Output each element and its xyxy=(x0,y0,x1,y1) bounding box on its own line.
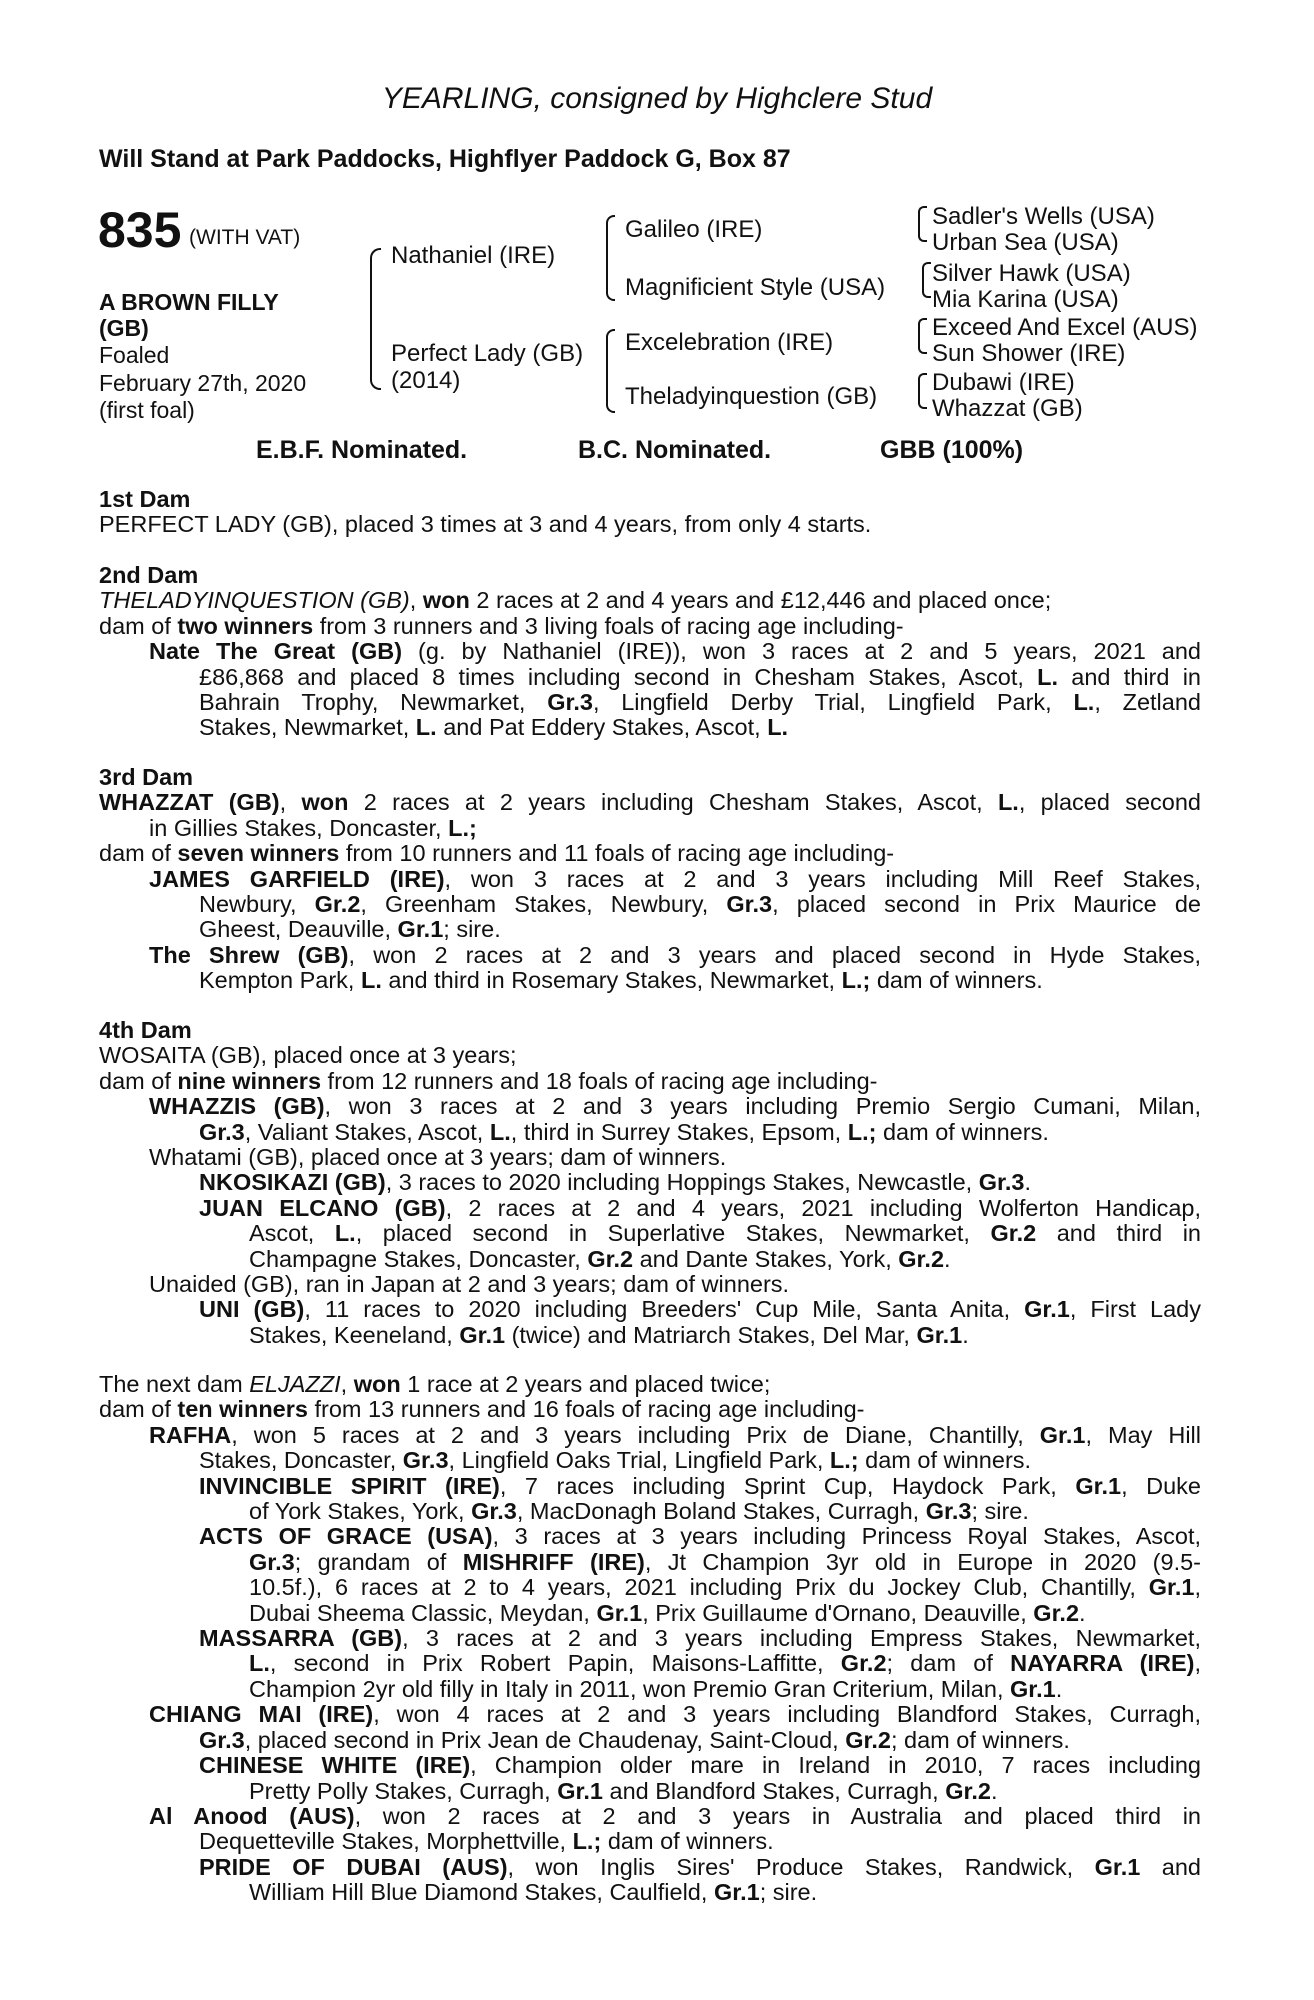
page-title: YEARLING, consigned by Highclere Stud xyxy=(381,82,933,115)
vat-label: (WITH VAT) xyxy=(189,226,301,249)
fourth-dam-produce: dam of nine winners from 12 runners and 18 foals of racing age including- xyxy=(99,1067,878,1094)
ebf-nomination: E.B.F. Nominated. xyxy=(256,436,468,464)
foaled-date: February 27th, 2020 xyxy=(99,370,307,396)
first-dam-text: PERFECT LADY (GB), placed 3 times at 3 and 4 years, from only 4 starts. xyxy=(99,511,872,538)
produce-massarra: MASSARRA (GB), 3 races at 2 and 3 years including Empress Stakes, Newmarket, L., second in Prix Robert Papin, Maisons-Laffitte, Gr.2; dam of NAYARRA (IRE), Champion 2yr old filly in Italy in 2011, won Premio Gran Criterium, Milan, Gr.1. xyxy=(199,1625,1202,1702)
pedigree-brace-ds xyxy=(918,318,927,354)
second-dam-heading: 2nd Dam xyxy=(99,562,199,588)
produce-acts-of-grace: ACTS OF GRACE (USA), 3 races at 3 years including Princess Royal Stakes, Ascot, Gr.3; grandam of MISHRIFF (IRE), Jt Champion 3yr old in Europe in 2020 (9.5- 10.5f.), 6 races at 2 to 4 years, 2021 including Prix du Jockey Club, Chantilly, Gr.1, Dubai Sheema Classic, Meydan, Gr.1, Prix Guillaume d'Ornano, Deauville, Gr.2. xyxy=(199,1523,1201,1626)
second-dam-line2: dam of two winners from 3 runners and 3 living foals of racing age including- xyxy=(99,612,904,639)
produce-nkosikazi: NKOSIKAZI (GB), 3 races to 2020 including Hoppings Stakes, Newcastle, Gr.3. xyxy=(199,1169,1032,1196)
pedigree-brace-gen1 xyxy=(370,248,381,390)
produce-rafha: RAFHA, won 5 races at 2 and 3 years including Prix de Diane, Chantilly, Gr.1, May Hill Stakes, Doncaster, Gr.3, Lingfield Oaks Trial, Lingfield Park, L.; dam of winners. xyxy=(149,1421,1201,1474)
fourth-dam-section xyxy=(99,1018,1201,1348)
produce-al-anood: Al Anood (AUS), won 2 races at 2 and 3 years in Australia and placed third in Dequetteville Stakes, Morphettville, L.; dam of winners. xyxy=(149,1802,1202,1855)
first-dam-section xyxy=(99,487,1201,538)
pedigree-sire-sire: Galileo (IRE) xyxy=(625,216,763,243)
produce-chinese-white: CHINESE WHITE (IRE), Champion older mare in Ireland in 2010, 7 races including Pretty Polly Stakes, Curragh, Gr.1 and Blandford Stakes, Curragh, Gr.2. xyxy=(199,1752,1201,1804)
pedigree-dam-dam: Theladyinquestion (GB) xyxy=(625,383,878,410)
third-dam-section: 3rd Dam WHAZZAT (GB), won 2 races at 2 years including Chesham Stakes, Ascot, L., placed second in Gillies Stakes, Doncaster, L.; dam of seven winners from 10 runners and 11 foals of racing age including- JAMES GARFIELD (IRE), won 3 races at 2 and 3 years including Mill Reef Stakes, Newbury, Gr.2, Greenham Stakes, Newbury, Gr.3, placed second in Prix Maurice de Gheest, Deauville, Gr.1; sire. The Shrew (GB), won 2 races at 2 and 3 years and placed second in Hyde Stakes, Kempton Park, L. and third in Rosemary Stakes, Newmarket, L.; dam of winners. xyxy=(99,764,1202,994)
horse-origin: (GB) xyxy=(99,315,149,341)
pedigree-ddd: Whazzat (GB) xyxy=(932,395,1083,422)
stand-location: Will Stand at Park Paddocks, Highflyer Paddock G, Box 87 xyxy=(99,145,791,173)
pedigree-brace-dd xyxy=(918,373,927,409)
pedigree-brace-ss xyxy=(918,206,927,242)
produce-nate-the-great: Nate The Great (GB) (g. by Nathaniel (IRE)), won 3 races at 2 and 5 years, 2021 and £86,868 and placed 8 times including second in Chesham Stakes, Ascot, L. and third in Bahrain Trophy, Newmarket, Gr.3, Lingfield Derby Trial, Lingfield Park, L., Zetland Stakes, Newmarket, L. and Pat Eddery Stakes, Ascot, L. xyxy=(149,638,1201,741)
pedigree-ssd: Urban Sea (USA) xyxy=(932,229,1119,256)
pedigree-dsd: Sun Shower (IRE) xyxy=(932,340,1126,367)
pedigree-dam-year: (2014) xyxy=(391,367,461,394)
produce-uni: UNI (GB), 11 races to 2020 including Breeders' Cup Mile, Santa Anita, Gr.1, First Lady Stakes, Keeneland, Gr.1 (twice) and Matriarch Stakes, Del Mar, Gr.1. xyxy=(199,1296,1201,1348)
gbb-rating: GBB (100%) xyxy=(880,436,1024,464)
first-dam-heading: 1st Dam xyxy=(99,486,191,512)
pedigree-brace-dam xyxy=(606,329,615,413)
pedigree-sire: Nathaniel (IRE) xyxy=(391,242,556,269)
produce-whazzis: WHAZZIS (GB), won 3 races at 2 and 3 years including Premio Sergio Cumani, Milan, Gr.3, Valiant Stakes, Ascot, L., third in Surrey Stakes, Epsom, L.; dam of winners. xyxy=(149,1093,1202,1145)
produce-unaided: Unaided (GB), ran in Japan at 2 and 3 years; dam of winners. xyxy=(149,1271,790,1298)
fourth-dam-heading: 4th Dam xyxy=(99,1017,192,1043)
pedigree-sss: Sadler's Wells (USA) xyxy=(932,203,1155,230)
fourth-dam-line1: WOSAITA (GB), placed once at 3 years; xyxy=(99,1042,517,1069)
pedigree-sire-dam: Magnificient Style (USA) xyxy=(625,274,886,301)
produce-the-shrew: The Shrew (GB), won 2 races at 2 and 3 years and placed second in Hyde Stakes, Kempton Park, L. and third in Rosemary Stakes, Newmarket, L.; dam of winners. xyxy=(149,941,1201,994)
foaled-label: Foaled xyxy=(99,342,170,368)
pedigree-dam-sire: Excelebration (IRE) xyxy=(625,329,834,356)
horse-description: A BROWN FILLY xyxy=(99,289,279,315)
pedigree-sdd: Mia Karina (USA) xyxy=(932,286,1119,313)
third-dam-heading: 3rd Dam xyxy=(99,764,194,790)
next-dam-line1: The next dam ELJAZZI, won 1 race at 2 years and placed twice; xyxy=(99,1371,771,1397)
produce-juan-elcano: JUAN ELCANO (GB), 2 races at 2 and 4 years, 2021 including Wolferton Handicap, Ascot, L., placed second in Superlative Stakes, Newmarket, Gr.2 and third in Champagne Stakes, Doncaster, Gr.2 and Dante Stakes, York, Gr.2. xyxy=(199,1194,1201,1272)
first-foal: (first foal) xyxy=(99,397,195,423)
pedigree-brace-sire xyxy=(606,215,615,301)
next-dam-produce: dam of ten winners from 13 runners and 16 foals of racing age including- xyxy=(99,1396,865,1423)
produce-james-garfield: JAMES GARFIELD (IRE), won 3 races at 2 and 3 years including Mill Reef Stakes, Newbury, Gr.2, Greenham Stakes, Newbury, Gr.3, placed second in Prix Maurice de Gheest, Deauville, Gr.1; sire. xyxy=(149,865,1201,943)
pedigree-dds: Dubawi (IRE) xyxy=(932,369,1075,396)
pedigree-dam: Perfect Lady (GB) xyxy=(391,340,584,367)
pedigree-dss: Exceed And Excel (AUS) xyxy=(932,314,1198,341)
second-dam-section xyxy=(99,563,1201,741)
bc-nomination: B.C. Nominated. xyxy=(578,436,772,464)
third-dam-line1: WHAZZAT (GB), won 2 races at 2 years including Chesham Stakes, Ascot, L., placed second xyxy=(99,789,1202,816)
produce-whatami: Whatami (GB), placed once at 3 years; dam of winners. xyxy=(149,1144,727,1171)
third-dam-produce: dam of seven winners from 10 runners and 11 foals of racing age including- xyxy=(99,840,895,867)
lot-number: 835 xyxy=(98,202,182,258)
produce-pride-of-dubai: PRIDE OF DUBAI (AUS), won Inglis Sires' Produce Stakes, Randwick, Gr.1 and William Hill Blue Diamond Stakes, Caulfield, Gr.1; sire. xyxy=(199,1853,1201,1906)
second-dam-line1: THELADYINQUESTION (GB), won 2 races at 2 and 4 years and £12,446 and placed once; xyxy=(99,587,1052,614)
pedigree-sds: Silver Hawk (USA) xyxy=(932,260,1131,287)
produce-invincible-spirit: INVINCIBLE SPIRIT (IRE), 7 races including Sprint Cup, Haydock Park, Gr.1, Duke of York Stakes, York, Gr.3, MacDonagh Boland Stakes, Curragh, Gr.3; sire. xyxy=(199,1472,1201,1525)
pedigree-brace-sd xyxy=(922,262,931,298)
produce-chiang-mai: CHIANG MAI (IRE), won 4 races at 2 and 3 years including Blandford Stakes, Curragh, Gr.3, placed second in Prix Jean de Chaudenay, Saint-Cloud, Gr.2; dam of winners. xyxy=(149,1701,1202,1753)
next-dam-section xyxy=(99,1372,1201,1906)
